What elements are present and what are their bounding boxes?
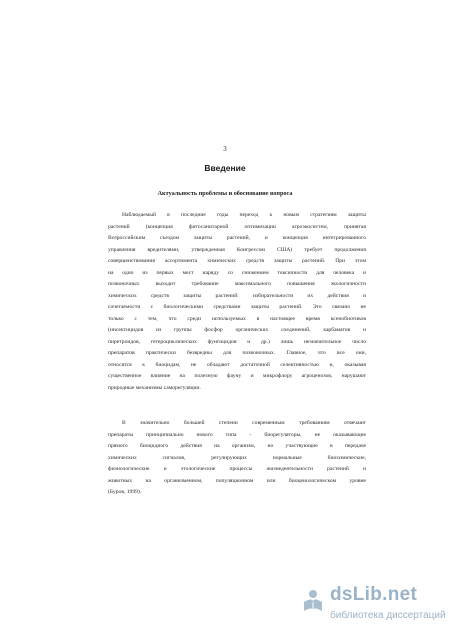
- paragraph-line: химических средств защиты растений: избирательности их действия и: [108, 292, 366, 299]
- paragraph-line: химических сигналов, регулирующих нормальные биохимические,: [108, 454, 366, 461]
- paragraph-line: препаратов практически безвредны для позвоночных. Главное, что все они,: [108, 350, 366, 356]
- paragraph-line: совершенствования ассортимента химических средств защиты растений. При этом: [108, 258, 366, 264]
- paragraph-line: сочетаемости с биологическими средствами защиты растений. Это связано не: [108, 304, 366, 310]
- dslib-watermark[interactable]: [300, 584, 446, 628]
- paragraph-line: позвоночных выходит требование максимального повышения экологичности: [108, 281, 366, 287]
- paragraph-line: прямого биоцидного действия на организм, но участвующие в передаче: [108, 443, 366, 449]
- paragraph-line: относятся к биоцидам, не обладают достаточной селективностью и, оказывая: [108, 361, 366, 368]
- paragraph-line: (инсектицидов из группы фосфор органических соединений, карбаматов и: [108, 327, 366, 333]
- paragraph-line: (Буров, 1999).: [108, 489, 142, 495]
- paragraph-line: растений (концепция фитосанитарной оптимизации агроэкосистем, принятая: [108, 223, 366, 230]
- page-number: 3: [223, 145, 227, 153]
- watermark-logo: dsLib.net: [330, 584, 418, 605]
- subsection-title: Актуальность проблемы и обоснование вопроса: [157, 190, 293, 197]
- paragraph-line: природные механизмы саморегуляции.: [108, 384, 201, 391]
- section-title: Введение: [204, 163, 246, 173]
- paragraph-line: Всероссийским съездом защиты растений, и концепция интегрированного: [108, 235, 366, 241]
- paragraph-line: управления вредителями, утвержденная Конгрессом США) требует продолжения: [108, 246, 366, 253]
- book-reader-icon: [300, 588, 326, 614]
- paragraph-line: только с тем, что среди используемых в настоящее время ксенобиотиков: [108, 315, 366, 322]
- paragraph-line: Наблюдаемый в последние годы переход к новым стратегиям защиты: [122, 212, 366, 218]
- watermark-caption: библиотека диссертаций: [330, 610, 446, 621]
- paragraph-line: пиретроидов, гетероциклических фунгицидов и др.) лишь незначительное число: [108, 338, 366, 345]
- paragraph-1: [108, 210, 366, 394]
- paragraph-2: [108, 418, 366, 499]
- paragraph-line: препараты принципиально нового типа - биорегуляторы, не оказывающие: [108, 431, 366, 438]
- paragraph-line: физиологические и этологические процессы жизнедеятельности растений и: [108, 466, 366, 472]
- paragraph-line: на одно из первых мест наряду со снижением токсичности для человека и: [108, 269, 366, 276]
- paragraph-line: В значительно большей степени современным требованиям отвечают: [122, 420, 366, 426]
- paragraph-line: существенное влияние на полезную фауну и микрофлору агроценозов, нарушают: [108, 373, 366, 379]
- paragraph-line: животных на организменном, популяционном или биоценологическом уровне: [108, 477, 366, 484]
